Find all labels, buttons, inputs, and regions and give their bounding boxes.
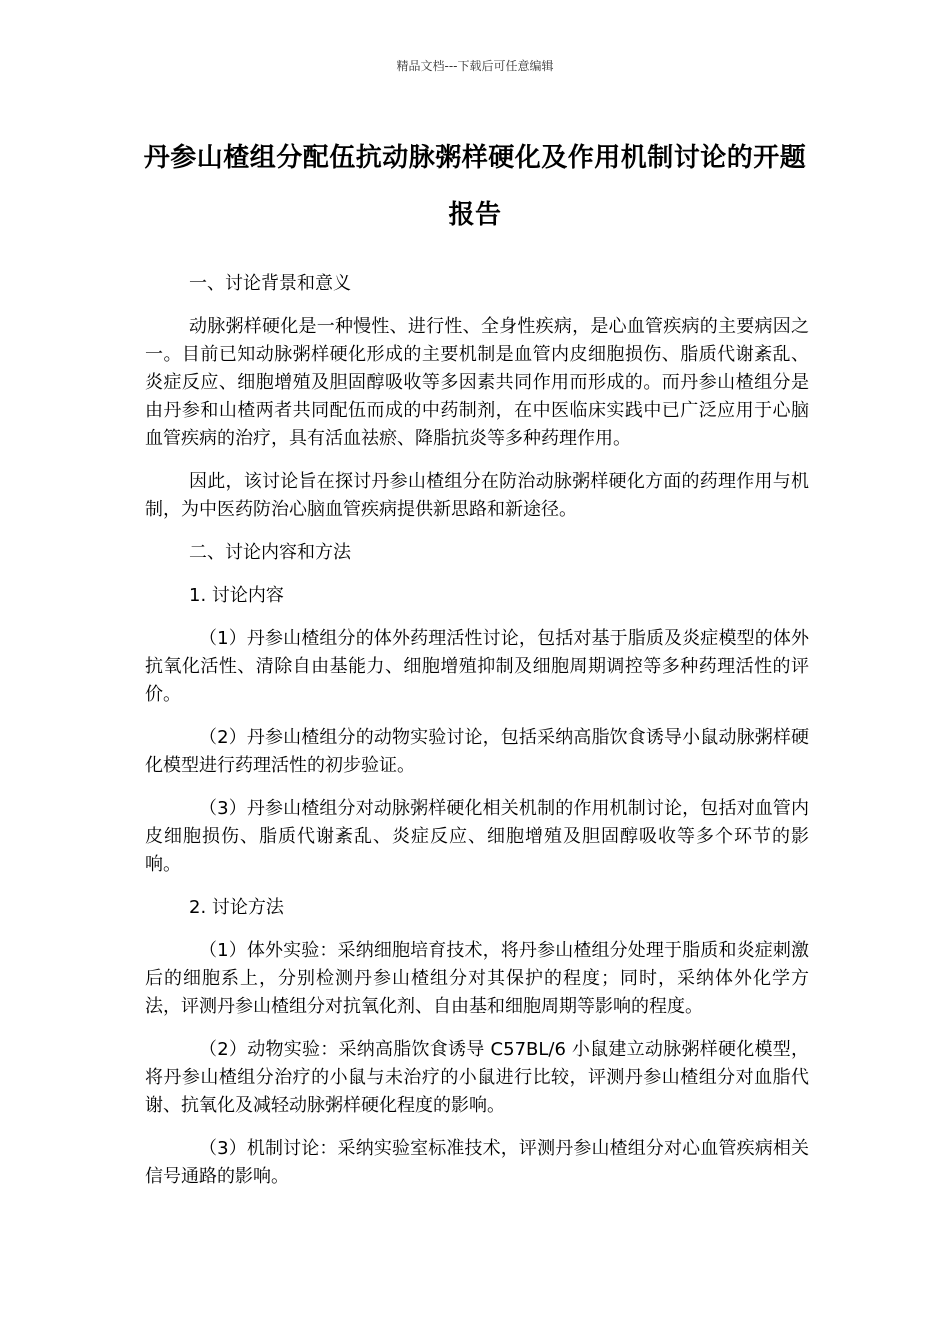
document-title: 丹参山楂组分配伍抗动脉粥样硬化及作用机制讨论的开题报告: [143, 143, 807, 230]
method-item-1: （1）体外实验：采纳细胞培育技术，将丹参山楂组分处理于脂质和炎症刺激后的细胞系上，分别检测丹参山楂组分对其保护的程度；同时，采纳体外化学方法，评测丹参山楂组分对抗氧化剂、自由基和细胞周期等影响的程度。: [145, 940, 809, 1017]
content-item-2: （2）丹参山楂组分的动物实验讨论，包括采纳高脂饮食诱导小鼠动脉粥样硬化模型进行药理活性的初步验证。: [145, 727, 809, 776]
subheading-research-content: 1. 讨论内容: [189, 585, 284, 606]
subheading-research-methods: 2. 讨论方法: [189, 897, 284, 918]
document-body: [145, 270, 809, 1191]
section-heading-content-methods: 二、讨论内容和方法: [189, 542, 351, 563]
content-item-3: （3）丹参山楂组分对动脉粥样硬化相关机制的作用机制讨论，包括对血管内皮细胞损伤、脂质代谢紊乱、炎症反应、细胞增殖及胆固醇吸收等多个环节的影响。: [145, 798, 809, 875]
content-item-1: （1）丹参山楂组分的体外药理活性讨论，包括对基于脂质及炎症模型的体外抗氧化活性、清除自由基能力、细胞增殖抑制及细胞周期调控等多种药理活性的评价。: [145, 628, 809, 705]
background-paragraph-2: 因此，该讨论旨在探讨丹参山楂组分在防治动脉粥样硬化方面的药理作用与机制，为中医药防治心脑血管疾病提供新思路和新途径。: [145, 471, 809, 520]
page-header-note: 精品文档---下载后可任意编辑: [396, 59, 554, 73]
section-heading-background: 一、讨论背景和意义: [189, 273, 351, 294]
background-paragraph-1: 动脉粥样硬化是一种慢性、进行性、全身性疾病，是心血管疾病的主要病因之一。目前已知动脉粥样硬化形成的主要机制是血管内皮细胞损伤、脂质代谢紊乱、炎症反应、细胞增殖及胆固醇吸收等多因素共同作用而形成的。而丹参山楂组分是由丹参和山楂两者共同配伍而成的中药制剂，在中医临床实践中已广泛应用于心脑血管疾病的治疗，具有活血祛瘀、降脂抗炎等多种药理作用。: [145, 316, 809, 449]
method-item-2: （2）动物实验：采纳高脂饮食诱导 C57BL/6 小鼠建立动脉粥样硬化模型，将丹参山楂组分治疗的小鼠与未治疗的小鼠进行比较，评测丹参山楂组分对血脂代谢、抗氧化及减轻动脉粥样硬化程度的影响。: [145, 1039, 809, 1116]
method-item-3: （3）机制讨论：采纳实验室标准技术，评测丹参山楂组分对心血管疾病相关信号通路的影响。: [145, 1138, 809, 1187]
